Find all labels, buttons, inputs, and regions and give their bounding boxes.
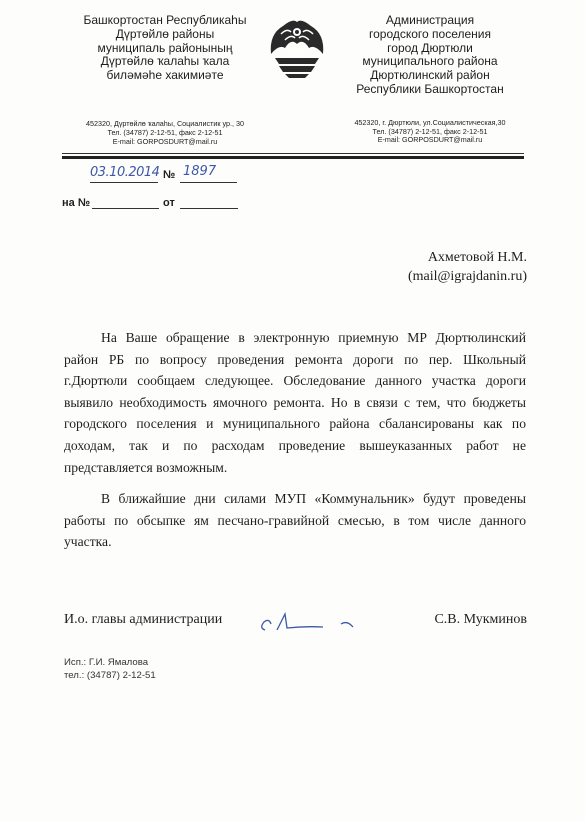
phone-line: Тел. (34787) 2-12-51, факс 2-12-51	[372, 126, 488, 136]
registration-number-label: №	[163, 169, 176, 181]
registration-date-line	[90, 182, 158, 183]
email-line: E-mail: GORPOSDURT@mail.ru	[377, 135, 483, 145]
reference-date-line	[180, 208, 238, 209]
reference-date-label: от	[163, 197, 175, 209]
header-line: Дюртюлинский район	[370, 68, 490, 83]
reference-number-line	[92, 208, 159, 209]
address-line: 452320, Дүртөйлө ҡалаһы, Социалистик ур., 30	[85, 118, 245, 128]
header-russian-name	[325, 14, 535, 97]
header-russian-address	[325, 119, 535, 145]
header-line: Дүртөйлө районы	[115, 26, 215, 41]
recipient-name: Ахметовой Н.М.	[427, 250, 527, 265]
header-russian	[325, 14, 535, 145]
header-line: биләмәһе хакимиәте	[106, 68, 224, 83]
phone-line: Тел. (34787) 2-12-51, факс 2-12-51	[107, 127, 223, 137]
signatory-name: С.В. Мукминов	[434, 612, 527, 627]
executor-name: Исп.: Г.И. Ямалова	[64, 657, 149, 668]
handwritten-signature	[255, 600, 365, 640]
header-bashkir-name	[60, 14, 270, 83]
header-line: муниципального района	[362, 54, 498, 69]
header-line: Республики Башкортостан	[356, 81, 504, 96]
executor-phone: тел.: (34787) 2-12-51	[64, 670, 156, 681]
header-line: городского поселения	[368, 26, 491, 41]
registration-date: 03.10.2014	[90, 165, 160, 180]
header-line: Башкортостан Республикаһы	[83, 13, 247, 27]
header-bashkir	[60, 14, 270, 146]
recipient-email: (mail@igrajdanin.ru)	[407, 269, 527, 284]
header-divider-thick	[62, 156, 524, 159]
letter-body	[64, 327, 526, 563]
header-line: Дүртөйлө ҡалаһы ҡала	[100, 54, 230, 69]
header-divider-thin	[62, 153, 524, 154]
email-line: E-mail: GORPOSDURT@mail.ru	[112, 136, 218, 146]
body-paragraph: В ближайшие дни силами МУП «Коммунальник» будут проведены работы по обсыпке ям песчано-гравийной смесью, в том числе данного участка.	[64, 491, 526, 550]
header-line: Администрация	[385, 13, 475, 27]
registration-number: 1897	[183, 164, 217, 179]
header-line: город Дюртюли	[387, 40, 473, 55]
reference-number-label: на №	[62, 197, 91, 209]
body-paragraph: На Ваше обращение в электронную приемную МР Дюртюлинский район РБ по вопросу проведения ремонта дороги по пер. Школьный г.Дюртюли сообщаем следующее. Обследование данного участка дороги выявило необходимость ямочного ремонта. Но в связи с тем, что бюджеты городского поселения и муниципального района сбалансированы как по доходам, так и по расходам проведение вышеуказанных работ не представляется возможным.	[64, 330, 526, 475]
recipient-block	[408, 248, 527, 286]
bashkortostan-emblem-icon	[265, 14, 329, 80]
executor-block	[64, 656, 156, 682]
header-bashkir-address	[60, 120, 270, 146]
registration-number-line	[180, 182, 237, 183]
signatory-title: И.о. главы администрации	[64, 612, 223, 627]
header-line: муниципаль районының	[97, 40, 233, 55]
address-line: 452320, г. Дюртюли, ул.Социалистическая,30	[354, 117, 506, 127]
